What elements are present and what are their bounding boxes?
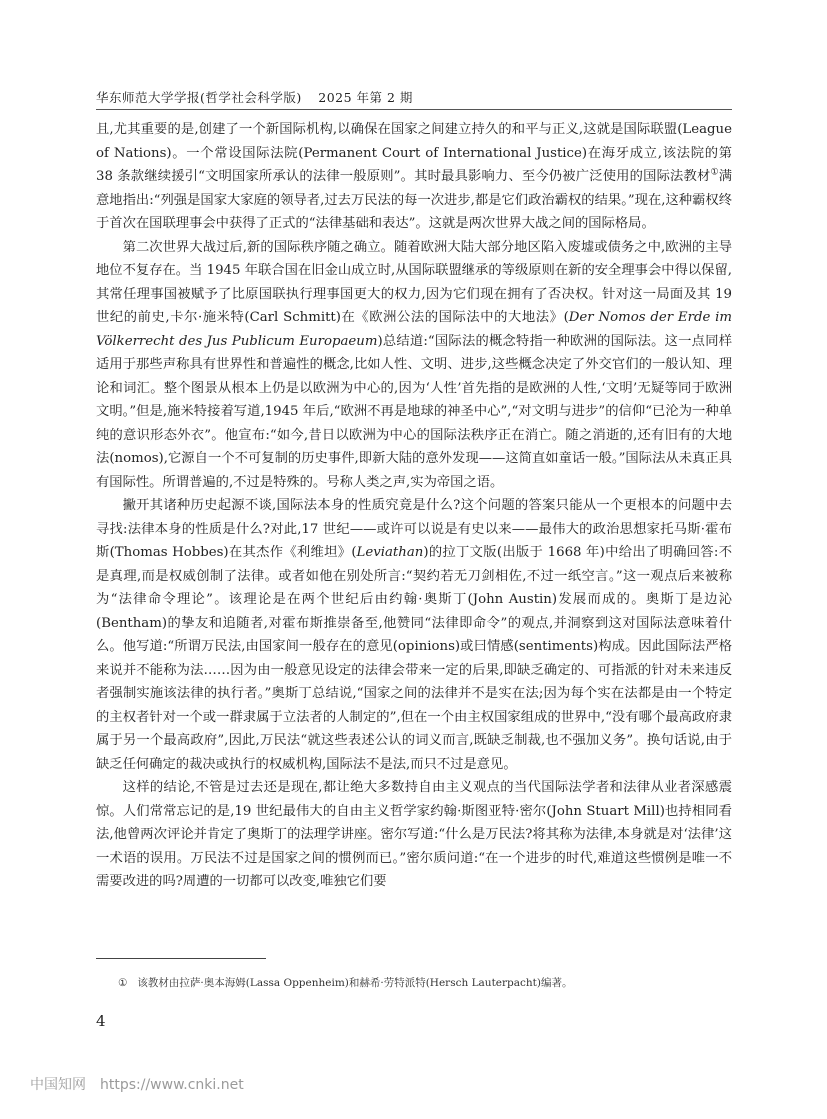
running-header <box>96 88 413 106</box>
footnote-divider <box>96 958 266 959</box>
paragraph-4 <box>96 776 732 894</box>
paragraph-text: 这样的结论,不管是过去还是现在,都让绝大多数持自由主义观点的当代国际法学者和法律从业者深感震惊。人们常常忘记的是,19 世纪最伟大的自由主义哲学家约翰·斯图亚特·密尔(John Stuart Mill)也持相同看法,他曾两次评论并肯定了奥斯丁的法理学讲座。密尔写道:“什么是万民法?将其称为法律,本身就是对‘法律’这一术语的误用。万民法不过是国家之间的惯例而已。”密尔质问道:“在一个进步的时代,难道这些惯例是唯一不需要改进的吗?周遭的一切都可以改变,唯独它们要 <box>96 780 732 889</box>
paragraph-text: )的拉丁文版(出版于 1668 年)中给出了明确回答:不是真理,而是权威创制了法律。或者如他在别处所言:“契约若无刀剑相佐,不过一纸空言。”这一观点后来被称为“法律命令理论”。该理论是在两个世纪后由约翰·奥斯丁(John Austin)发展而成的。奥斯丁是边沁(Bentham)的挚友和追随者,对霍布斯推崇备至,他赞同“法律即命令”的观点,并洞察到这对国际法意味着什么。他写道:“所谓万民法,由国家间一般存在的意见(opinions)或曰情感(sentiments)构成。因此国际法严格来说并不能称为法……因为由一般意见设定的法律会带来一定的后果,即缺乏确定的、可指派的针对未来违反者强制实施该法律的执行者。”奥斯丁总结说,“国家之间的法律并不是实在法;因为每个实在法都是由一个特定的主权者针对一个或一群隶属于立法者的人制定的”,但在一个由主权国家组成的世界中,“没有哪个最高政府隶属于另一个最高政府”,因此,万民法“就这些表述公认的词义而言,既缺乏制裁,也不强加义务”。换句话说,由于缺乏任何确定的裁决或执行的权威机构,国际法不是法,而只不过是意见。 <box>96 545 732 772</box>
paragraph-text: 第二次世界大战过后,新的国际秩序随之确立。随着欧洲大陆大部分地区陷入废墟或债务之中,欧洲的主导地位不复存在。当 1945 年联合国在旧金山成立时,从国际联盟继承的等级原则在新的安全理事会中得以保留,其常任理事国被赋予了比原国联执行理事国更大的权力,因为它们现在拥有了否决权。针对这一局面及其 19 世纪的前史,卡尔·施米特(Carl Schmitt)在《欧洲公法的国际法中的大地法》( <box>96 239 732 325</box>
footnote-number: ① <box>118 977 128 989</box>
book-title-italic: Leviathan <box>356 545 424 560</box>
paragraph-text: 撇开其诸种历史起源不谈,国际法本身的性质究竟是什么?这个问题的答案只能从一个更根本的问题中去寻找:法律本身的性质是什么?对此,17 世纪——或许可以说是有史以来——最伟大的政治思想家托马斯·霍布斯(Thomas Hobbes)在其杰作《利维坦》( <box>96 498 732 560</box>
journal-title: 华东师范大学学报(哲学社会科学版) <box>96 90 302 105</box>
cnki-watermark <box>30 1074 244 1094</box>
paragraph-text: )总结道:“国际法的概念特指一种欧洲的国际法。这一点同样适用于那些声称具有世界性和普遍性的概念,比如人性、文明、进步,这些概念决定了外交官们的一般认知、理论和词汇。整个图景从根本上仍是以欧洲为中心的,因为‘人性’首先指的是欧洲的人性,‘文明’无疑等同于欧洲文明。”但是,施米特接着写道,1945 年后,“欧洲不再是地球的神圣中心”,“对文明与进步”的信仰“已沦为一种单纯的意识形态外衣”。他宣布:“如今,昔日以欧洲为中心的国际法秩序正在消亡。随之消逝的,还有旧有的大地法(nomos),它源自一个不可复制的历史事件,即新大陆的意外发现——这简直如童话一般。”国际法从未真正具有国际性。所谓普遍的,不过是特殊的。号称人类之声,实为帝国之语。 <box>96 333 733 490</box>
header-divider <box>96 109 732 110</box>
paragraph-text: 满意地指出:“列强是国家大家庭的领导者,过去万民法的每一次进步,都是它们政治霸权的结果。”现在,这种霸权终于首次在国联理事会中获得了正式的“法律基础和表达”。这就是两次世界大战之间的国际格局。 <box>96 169 732 231</box>
paragraph-2 <box>96 236 732 495</box>
paragraph-text: 且,尤其重要的是,创建了一个新国际机构,以确保在国家之间建立持久的和平与正义,这就是国际联盟(League of Nations)。一个常设国际法院(Permanent Court of International Justice)在海牙成立,该法院的第 38 条款继续援引“文明国家所承认的法律一般原则”。其时最具影响力、至今仍被广泛使用的国际法教材 <box>96 122 732 184</box>
paragraph-1 <box>96 118 732 236</box>
issue-label: 2025 年第 2 期 <box>318 90 413 105</box>
footnote-text: 该教材由拉萨·奥本海姆(Lassa Oppenheim)和赫希·劳特派特(Hersch Lauterpacht)编著。 <box>137 977 573 989</box>
book-title-italic: Der Nomos der Erde im Völkerrecht des Jus Publicum Europaeum <box>96 310 733 349</box>
footnote-marker[interactable]: ① <box>710 167 719 178</box>
footnote <box>118 975 718 991</box>
watermark-brand: 中国知网 <box>30 1077 86 1093</box>
page-number: 4 <box>96 1012 106 1030</box>
paragraph-3 <box>96 494 732 776</box>
article-body <box>96 118 732 894</box>
watermark-url[interactable]: https://www.cnki.net <box>100 1077 244 1093</box>
